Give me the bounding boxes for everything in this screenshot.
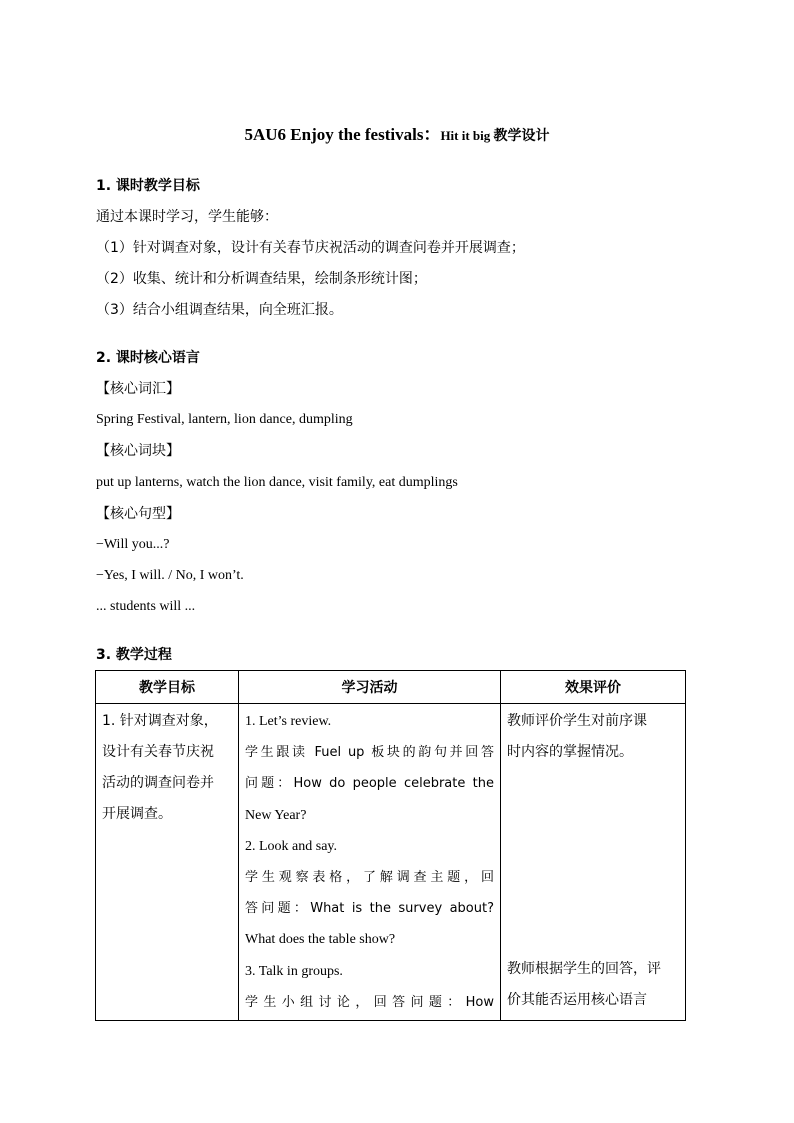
- pattern-1: −Will you...?: [96, 537, 170, 552]
- activity-line: 学生跟读 Fuel up 板块的韵句并回答: [245, 745, 494, 761]
- evaluation-line: 时内容的掌握情况。: [507, 744, 633, 760]
- document-title: [0, 124, 794, 147]
- pattern-2: −Yes, I will. / No, I won’t.: [96, 568, 244, 583]
- pattern-3: ... students will ...: [96, 599, 196, 614]
- table-row: [96, 704, 686, 1021]
- activity-cell: [239, 704, 501, 1021]
- goal-line: 1. 针对调查对象，: [102, 713, 218, 729]
- vocab-text: Spring Festival, lantern, lion dance, dumpling: [96, 412, 353, 427]
- title-main: 5AU6 Enjoy the festivals：: [244, 125, 441, 144]
- activity-line: 学生观察表格，了解调查主题，回: [245, 870, 494, 886]
- header-evaluation: 效果评价: [501, 671, 686, 704]
- table-header-row: [96, 671, 686, 704]
- evaluation-cell: [501, 704, 686, 1021]
- goal-cell: [96, 704, 239, 1021]
- section1-intro: 通过本课时学习，学生能够：: [96, 209, 278, 225]
- activity-line: 2. Look and say.: [245, 838, 338, 854]
- activity-line: 1. Let’s review.: [245, 714, 332, 729]
- title-sub: Hit it big: [440, 128, 494, 143]
- section2-heading: 2. 课时核心语言: [96, 350, 200, 366]
- title-cn: 教学设计: [493, 128, 550, 144]
- section3-heading: 3. 教学过程: [96, 647, 172, 663]
- goal-line: 开展调查。: [102, 806, 172, 822]
- patterns-label: 【核心句型】: [96, 506, 180, 522]
- evaluation-line: 价其能否运用核心语言: [507, 992, 647, 1008]
- teaching-process-table: [95, 670, 686, 1021]
- goal-line: 设计有关春节庆祝: [102, 744, 214, 760]
- activity-line: What does the table show?: [245, 932, 396, 948]
- goal-line: 活动的调查问卷并: [102, 775, 214, 791]
- section1-heading: 1. 课时教学目标: [96, 178, 200, 194]
- header-goal: 教学目标: [96, 671, 239, 704]
- section1-item-2: （2）收集、统计和分析调查结果，绘制条形统计图；: [96, 271, 427, 287]
- activity-line: 学生小组讨论，回答问题：How: [245, 994, 494, 1010]
- activity-line: 3. Talk in groups.: [245, 963, 343, 979]
- section1-item-1: （1）针对调查对象，设计有关春节庆祝活动的调查问卷并开展调查；: [96, 240, 525, 256]
- vocab-label: 【核心词汇】: [96, 381, 180, 397]
- activity-line: 答问题：What is the survey about?: [245, 901, 494, 917]
- header-activity: 学习活动: [239, 671, 501, 704]
- evaluation-line: 教师根据学生的回答，评: [507, 961, 661, 977]
- activity-line: 问题：How do people celebrate the: [245, 776, 494, 792]
- section1-item-3: （3）结合小组调查结果，向全班汇报。: [96, 302, 343, 318]
- evaluation-line: 教师评价学生对前序课: [507, 713, 647, 729]
- chunks-label: 【核心词块】: [96, 443, 180, 459]
- activity-line: New Year?: [245, 807, 307, 823]
- chunks-text: put up lanterns, watch the lion dance, visit family, eat dumplings: [96, 475, 458, 490]
